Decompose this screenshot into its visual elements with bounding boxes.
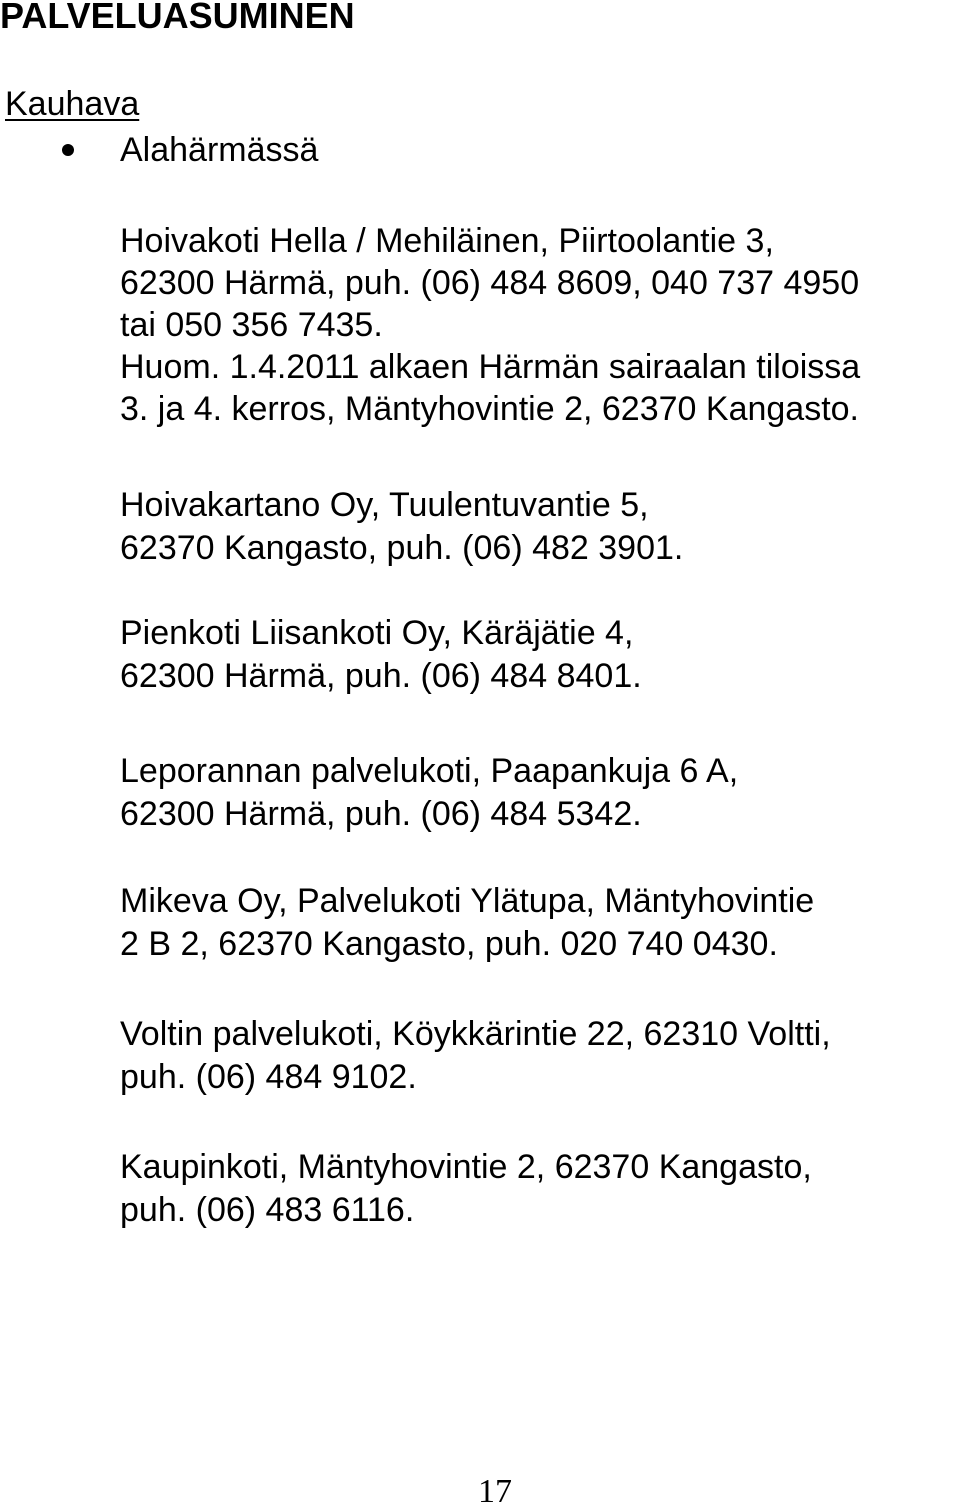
- entry-line: puh. (06) 483 6116.: [120, 1191, 415, 1229]
- entry-line: Huom. 1.4.2011 alkaen Härmän sairaalan tiloissa: [120, 348, 861, 386]
- entry-line: Kaupinkoti, Mäntyhovintie 2, 62370 Kangasto,: [120, 1148, 812, 1186]
- entry-line: puh. (06) 484 9102.: [120, 1058, 417, 1096]
- service-entry-kaupinkoti: [120, 1146, 950, 1232]
- entry-line: Hoivakoti Hella / Mehiläinen, Piirtoolantie 3,: [120, 222, 774, 260]
- entry-line: 62300 Härmä, puh. (06) 484 5342.: [120, 795, 642, 833]
- service-entry-hoivakartano: [120, 484, 950, 570]
- area-label: Alahärmässä: [120, 131, 319, 169]
- entry-line: 62300 Härmä, puh. (06) 484 8401.: [120, 657, 642, 695]
- entry-line: 2 B 2, 62370 Kangasto, puh. 020 740 0430.: [120, 925, 778, 963]
- service-entry-leporannan-palvelukoti: [120, 750, 950, 836]
- entry-line: 62370 Kangasto, puh. (06) 482 3901.: [120, 529, 684, 567]
- area-bullet-item: [62, 130, 318, 170]
- page-number: 17: [478, 1473, 512, 1510]
- service-entry-mikeva-ylatupa: [120, 880, 950, 966]
- entry-line: Voltin palvelukoti, Köykkärintie 22, 62310 Voltti,: [120, 1015, 831, 1053]
- entry-line: 3. ja 4. kerros, Mäntyhovintie 2, 62370 Kangasto.: [120, 390, 860, 428]
- entry-line: Hoivakartano Oy, Tuulentuvantie 5,: [120, 486, 649, 524]
- entry-line: Pienkoti Liisankoti Oy, Käräjätie 4,: [120, 614, 634, 652]
- page-title: PALVELUASUMINEN: [0, 0, 355, 36]
- entry-line: 62300 Härmä, puh. (06) 484 8609, 040 737 4950: [120, 264, 860, 302]
- service-entry-hoivakoti-hella: [120, 220, 950, 430]
- bullet-icon: [62, 144, 74, 156]
- entry-line: Leporannan palvelukoti, Paapankuja 6 A,: [120, 752, 739, 790]
- service-entry-pienkoti-liisankoti: [120, 612, 950, 698]
- municipality-heading: Kauhava: [5, 85, 140, 123]
- entry-line: tai 050 356 7435.: [120, 306, 383, 344]
- entry-line: Mikeva Oy, Palvelukoti Ylätupa, Mäntyhovintie: [120, 882, 815, 920]
- service-entry-voltin-palvelukoti: [120, 1013, 950, 1099]
